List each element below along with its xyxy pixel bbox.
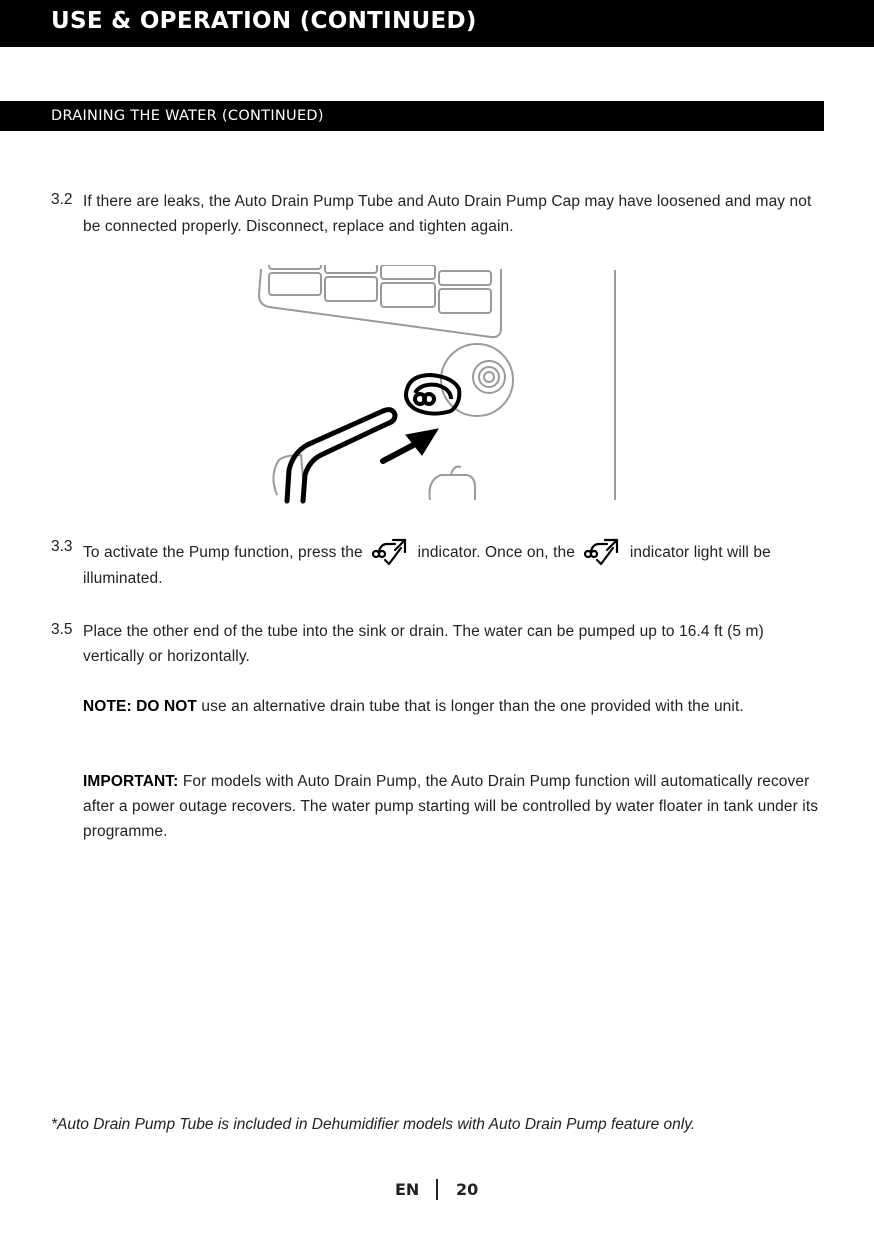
pump-cap-illustration — [255, 265, 625, 505]
footnote: *Auto Drain Pump Tube is included in Dehumidifier models with Auto Drain Pump feature only. — [51, 1116, 696, 1133]
note — [83, 694, 753, 719]
step-number: 3.2 — [51, 191, 73, 208]
important-label: IMPORTANT: — [83, 773, 179, 790]
step-text-part: indicator. Once on, the — [417, 544, 575, 561]
note-label: NOTE: DO NOT — [83, 698, 197, 715]
page-number: 20 — [456, 1180, 479, 1199]
header-bar — [0, 0, 874, 47]
important-note — [83, 769, 828, 844]
step-text: Place the other end of the tube into the sink or drain. The water can be pumped up to 16.4 ft (5 m) vertically or horizontally. — [83, 623, 764, 665]
section-title: DRAINING THE WATER (CONTINUED) — [51, 108, 324, 124]
pump-icon — [583, 536, 621, 566]
step-number: 3.3 — [51, 538, 73, 555]
step-text: If there are leaks, the Auto Drain Pump Tube and Auto Drain Pump Cap may have loosened and may not be connected properly. Disconnect, replace and tighten again. — [83, 193, 812, 235]
pump-icon — [371, 536, 409, 566]
language-code: EN — [395, 1180, 420, 1199]
page-title: USE & OPERATION (CONTINUED) — [51, 8, 477, 34]
step-text-part: To activate the Pump function, press the — [83, 544, 363, 561]
step-text-part: indicator light will be illuminated. — [83, 544, 771, 587]
note-text: use an alternative drain tube that is longer than the one provided with the unit. — [201, 698, 744, 715]
important-text: For models with Auto Drain Pump, the Auto Drain Pump function will automatically recover after a power outage recovers. The water pump starting will be controlled by water floater in tank under its programme. — [83, 773, 819, 840]
step-text — [83, 536, 798, 591]
section-bar — [0, 101, 824, 131]
footer-separator — [436, 1179, 438, 1200]
step-number: 3.5 — [51, 621, 73, 638]
page-footer — [0, 1179, 874, 1203]
